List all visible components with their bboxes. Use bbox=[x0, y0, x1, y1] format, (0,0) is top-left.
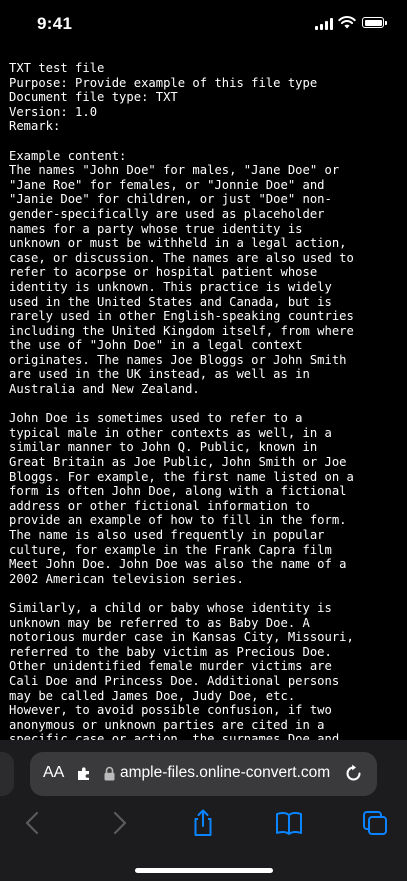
status-bar bbox=[0, 0, 407, 50]
previous-tab-peek[interactable] bbox=[0, 752, 14, 796]
tabs-icon[interactable] bbox=[360, 808, 390, 838]
document-text: TXT test file Purpose: Provide example of this file type Document file type: TXT Version: 1.0 Remark: Example content: The names "John Doe" for males, "Jane Doe" or "Jane Roe" for females, or "Jonnie Doe" and "Janie Doe" for children, or just "Doe" non- gender-specifically are used as placeholder names for a party whose true identity is unknown or must be withheld in a legal action, case, or discussion. The names are also used to refer to acorpse or hospital patient whose identity is unknown. This practice is widely used in the United States and Canada, but is rarely used in other English-speaking countries including the United Kingdom itself, from where the use of "John Doe" in a legal context originates. The names Joe Bloggs or John Smith are used in the UK instead, as well as in Australia and New Zealand. John Doe is sometimes used to refer to a typical male in other contexts as well, in a similar manner to John Q. Public, known in Great Britain as Joe Public, John Smith or Joe Bloggs. For example, the first name listed on a form is often John Doe, along with a fictional address or other fictional information to provide an example of how to fill in the form. The name is also used frequently in popular culture, for example in the Frank Capra film Meet John Doe. John Doe was also the name of a 2002 American television series. Similarly, a child or baby whose identity is unknown may be referred to as Baby Doe. A notorious murder case in Kansas City, Missouri, referred to the baby victim as Precious Doe. Other unidentified female murder victims are Cali Doe and Princess Doe. Additional persons may be called James Doe, Judy Doe, etc. However, to avoid possible confusion, if two anonymous or unknown parties are cited in a bbox=[9, 61, 354, 732]
signal-icon bbox=[315, 18, 333, 30]
battery-icon bbox=[362, 17, 384, 28]
back-icon[interactable] bbox=[18, 808, 48, 838]
url-text[interactable]: ample-files.online-convert.com bbox=[120, 764, 331, 781]
forward-icon[interactable] bbox=[104, 808, 134, 838]
home-indicator bbox=[135, 868, 273, 873]
wifi-icon bbox=[338, 15, 356, 29]
reload-icon[interactable] bbox=[343, 763, 364, 784]
share-icon[interactable] bbox=[188, 808, 218, 838]
status-time: 9:41 bbox=[37, 14, 73, 33]
reader-options-button[interactable]: AA bbox=[43, 764, 65, 781]
address-bar[interactable] bbox=[30, 752, 377, 796]
lock-icon bbox=[104, 766, 115, 781]
extension-icon[interactable] bbox=[76, 766, 92, 782]
bookmarks-icon[interactable] bbox=[274, 808, 304, 838]
